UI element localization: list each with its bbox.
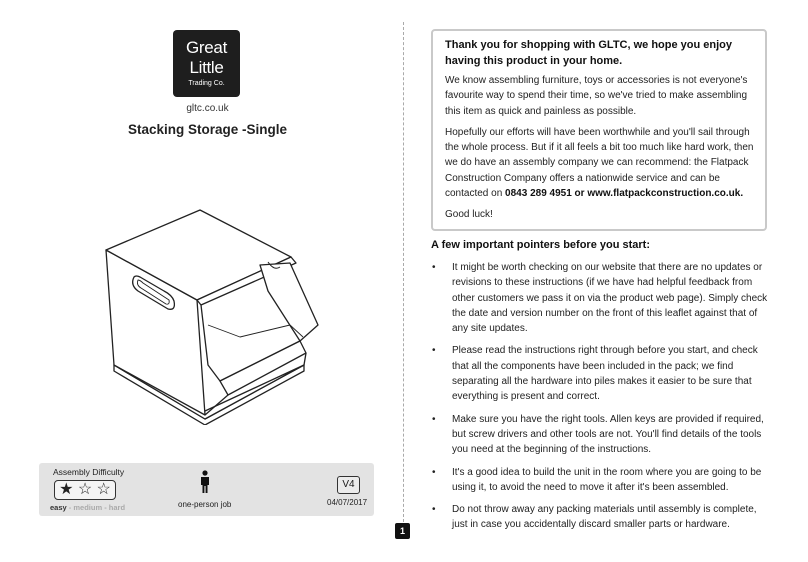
star-icon: ☆ xyxy=(96,481,111,498)
intro-paragraph-1: We know assembling furniture, toys or accessories is not everyone's favourite way to spend their time, so we've tried to make assembling this item as quick and painless as possible. xyxy=(445,75,748,117)
difficulty-scale-rest: - medium - hard xyxy=(66,503,126,512)
list-item-text: Make sure you have the right tools. Allen keys are provided if required, but screw drivers and other tools are not. You'll find details of the tools you need at the beginning of the instructions. xyxy=(452,413,764,456)
pointers-heading: A few important pointers before you start: xyxy=(431,239,651,251)
list-item-text: Please read the instructions right through before you start, and check that all the components have been included in the pack; we find separating all the hardware into piles makes it easier to be sure that everything is present and correct. xyxy=(452,345,758,403)
bullet: • xyxy=(432,413,436,425)
list-item xyxy=(431,465,771,496)
intro-box xyxy=(431,29,767,231)
difficulty-label: Assembly Difficulty xyxy=(53,467,125,477)
list-item xyxy=(431,260,771,336)
bullet: • xyxy=(432,262,436,273)
version-date: 04/07/2017 xyxy=(327,498,368,507)
version-badge: V4 xyxy=(337,476,360,494)
contact-details: 0843 289 4951 or www.flatpackconstruction.co.uk. xyxy=(505,188,744,200)
list-item xyxy=(431,412,771,458)
people-required-label: one-person job xyxy=(178,500,232,509)
difficulty-scale-easy: easy xyxy=(50,503,67,512)
logo-line-2: Little xyxy=(189,58,224,77)
website-url: gltc.co.uk xyxy=(186,103,229,114)
list-item-text: It's a good idea to build the unit in the room where you are going to be using it, to avoid the need to move it after it's been assembled. xyxy=(452,466,762,493)
pointers-list xyxy=(431,260,771,540)
list-item xyxy=(431,502,771,533)
bullet: • xyxy=(432,504,436,516)
list-item-text: Do not throw away any packing materials until assembly is complete, just in case you accidentally discard smaller parts or hardware. xyxy=(452,504,757,531)
intro-paragraph-3: Good luck! xyxy=(445,209,493,221)
intro-heading: Thank you for shopping with GLTC, we hope you enjoy having this product in your home. xyxy=(445,39,733,67)
intro-paragraph-2 xyxy=(445,125,755,201)
list-item xyxy=(431,343,771,404)
product-title: Stacking Storage -Single xyxy=(127,122,288,137)
intro-paragraph-2-text: Hopefully our efforts will have been worthwhile and you'll sail through the whole process. But if it all feels a bit too much like hard work, then we do have an assembly company we can recommend: the Flatpack Construction Company offers a nationwide service and can be contacted on xyxy=(445,126,754,200)
bullet: • xyxy=(432,466,436,478)
star-icon: ★ xyxy=(59,481,74,498)
difficulty-scale xyxy=(50,503,125,512)
star-icon: ☆ xyxy=(77,481,93,498)
person-icon xyxy=(198,470,212,494)
page-divider xyxy=(403,22,404,527)
stacking-storage-illustration xyxy=(90,205,330,425)
logo-line-3: Trading Co. xyxy=(188,80,225,87)
logo-line-1: Great xyxy=(185,38,228,57)
brand-logo xyxy=(173,30,240,97)
page-number: 1 xyxy=(395,523,410,539)
difficulty-stars xyxy=(54,480,116,500)
list-item-text: It might be worth checking on our website that there are no updates or revisions to these instructions (if we have had helpful feedback from other customers we pass it on via the product web page). Simply check the date and version number on the front of this leaflet against that of any site updates. xyxy=(452,262,768,335)
bullet: • xyxy=(432,345,436,357)
